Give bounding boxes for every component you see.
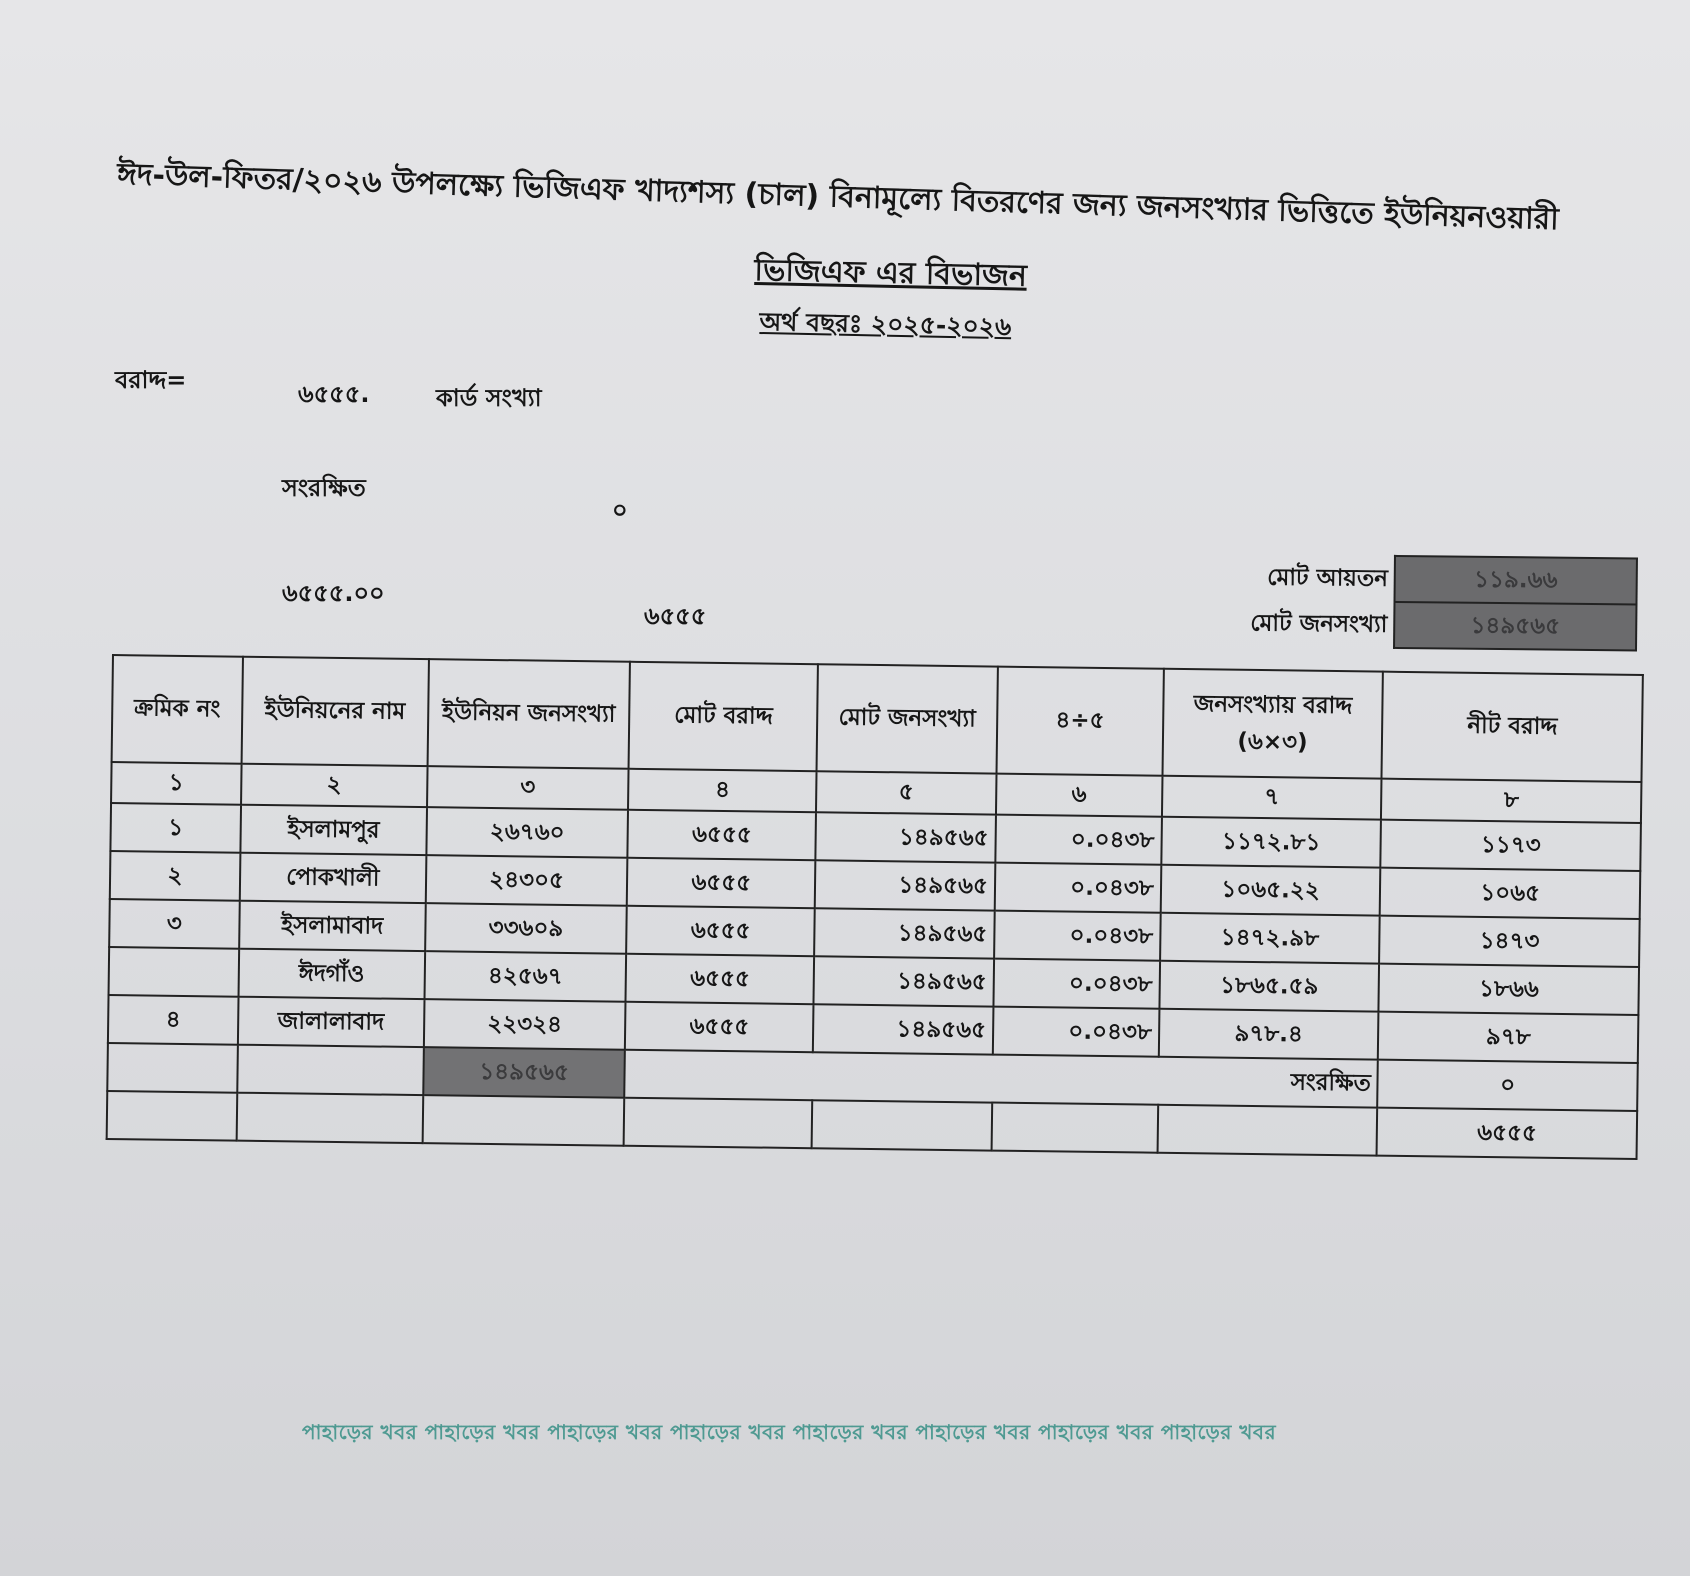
union-population-cell: ৪২৫৬৭ (424, 951, 626, 1002)
union-name-cell: ঈদগাঁও (238, 949, 424, 999)
watermark-text: পাহাড়ের খবর পাহাড়ের খবর পাহাড়ের খবর পাহাড়ের খবর পাহাড়ের খবর পাহাড়ের খবর পাহাড়ের খবর পাহাড়ের খবর (302, 1420, 1277, 1444)
table-header-row (112, 655, 1643, 782)
reserved-label-cell: সংরক্ষিত (625, 1050, 1379, 1108)
header-union-population: ইউনিয়ন জনসংখ্যা (427, 659, 630, 769)
population-allocation-cell: ১১৭২.৮১ (1161, 817, 1381, 868)
allocation-value: ৬৫৫৫. (298, 380, 370, 408)
total-population-cell: ১৪৯৫৬৫ (814, 908, 994, 958)
total-population-label: মোট জনসংখ্যা (1250, 609, 1388, 638)
population-allocation-cell: ১৮৬৫.৫৯ (1159, 961, 1379, 1012)
fiscal-year: অর্থ বছরঃ ২০২৫-২০২৬ (759, 306, 1012, 342)
net-allocation-value: ৬৫৫৫.০০ (282, 579, 385, 607)
document-subtitle: ভিজিএফ এর বিভাজন (754, 252, 1028, 294)
empty-cell (991, 1103, 1157, 1153)
allocation-label: বরাদ্দ= (115, 366, 187, 394)
column-number: ৭ (1162, 776, 1382, 820)
reserved-value: ০ (612, 496, 628, 524)
empty-cell (624, 1098, 812, 1148)
serial-cell: ২ (110, 851, 240, 901)
union-population-cell: ৩৩৬০৯ (425, 903, 627, 954)
net-allocation-cell: ১১৭৩ (1381, 820, 1641, 871)
net-allocation-cell: ৯৭৮ (1378, 1012, 1638, 1063)
card-count-label: কার্ড সংখ্যা (436, 384, 542, 412)
population-allocation-cell: ১৪৭২.৯৮ (1160, 913, 1380, 964)
total-union-population-cell: ১৪৯৫৬৫ (423, 1047, 625, 1098)
union-population-cell: ২৪৩০৫ (425, 855, 627, 906)
header-population-allocation: জনসংখ্যায় বরাদ্দ (৬×৩) (1162, 669, 1383, 779)
ratio-cell: ০.০৪৩৮ (995, 815, 1161, 865)
total-population-value: ১৪৯৫৬৫ (1394, 602, 1636, 651)
empty-cell (1157, 1105, 1377, 1156)
reserved-value-cell: ০ (1378, 1060, 1638, 1111)
header-total-population: মোট জনসংখ্যা (817, 664, 998, 773)
summary-box (1209, 553, 1638, 651)
union-name-cell: ইসলামপুর (240, 805, 426, 855)
serial-cell: ৪ (108, 995, 238, 1045)
ratio-cell: ০.০৪৩৮ (993, 959, 1159, 1009)
total-population-cell: ১৪৯৫৬৫ (813, 1004, 993, 1054)
total-population-cell: ১৪৯৫৬৫ (815, 860, 995, 910)
net-card-count: ৬৫৫৫ (644, 602, 707, 630)
column-number: ৫ (816, 771, 996, 814)
column-number: ২ (241, 764, 427, 807)
total-allocation-cell: ৬৫৫৫ (625, 1002, 813, 1052)
column-number: ৪ (628, 769, 816, 812)
column-number: ১ (111, 762, 241, 805)
empty-cell (422, 1095, 624, 1146)
empty-cell (237, 1045, 423, 1095)
header-serial: ক্রমিক নং (112, 655, 243, 764)
population-allocation-cell: ১০৬৫.২২ (1160, 865, 1380, 916)
column-number: ৬ (996, 774, 1162, 817)
ratio-cell: ০.০৪৩৮ (994, 911, 1160, 961)
net-allocation-cell: ১৮৬৬ (1379, 964, 1639, 1015)
empty-cell (236, 1093, 422, 1143)
document-title: ঈদ-উল-ফিতর/২০২৬ উপলক্ষ্যে ভিজিএফ খাদ্যশস্য (চাল) বিনামূল্যে বিতরণের জন্য জনসংখ্যার ভিত্তিতে ইউনিয়নওয়ারী (116, 156, 1560, 238)
total-area-label: মোট আয়তন (1267, 564, 1389, 592)
header-union-name: ইউনিয়নের নাম (241, 657, 428, 766)
net-allocation-cell: ১৪৭৩ (1379, 916, 1639, 967)
grand-total-cell: ৬৫৫৫ (1377, 1108, 1637, 1159)
ratio-cell: ০.০৪৩৮ (995, 863, 1161, 913)
population-allocation-cell: ৯৭৮.৪ (1159, 1009, 1379, 1060)
total-allocation-cell: ৬৫৫৫ (627, 858, 815, 908)
column-number: ৮ (1381, 779, 1641, 823)
net-allocation-cell: ১০৬৫ (1380, 868, 1640, 919)
total-population-cell: ১৪৯৫৬৫ (814, 956, 994, 1006)
total-population-cell: ১৪৯৫৬৫ (815, 812, 995, 862)
serial-cell: ৩ (109, 899, 239, 949)
empty-cell (107, 1091, 237, 1141)
serial-cell (109, 947, 239, 997)
column-number: ৩ (427, 766, 629, 810)
header-total-allocation: মোট বরাদ্দ (629, 662, 818, 771)
header-ratio: ৪÷৫ (996, 667, 1163, 776)
union-population-cell: ২৬৭৬০ (426, 807, 628, 858)
serial-cell: ১ (110, 803, 240, 853)
union-name-cell: ইসলামাবাদ (239, 901, 425, 951)
reserved-label: সংরক্ষিত (282, 474, 366, 502)
union-name-cell: জালালাবাদ (238, 997, 424, 1047)
empty-cell (812, 1100, 992, 1150)
header-net-allocation: নীট বরাদ্দ (1382, 672, 1643, 782)
union-name-cell: পোকখালী (240, 853, 426, 903)
union-population-cell: ২২৩২৪ (424, 999, 626, 1050)
total-allocation-cell: ৬৫৫৫ (627, 906, 815, 956)
total-allocation-cell: ৬৫৫৫ (626, 954, 814, 1004)
ratio-cell: ০.০৪৩৮ (993, 1007, 1159, 1057)
total-allocation-cell: ৬৫৫৫ (628, 810, 816, 860)
allocation-table (106, 654, 1644, 1160)
total-area-value: ১১৯.৬৬ (1395, 556, 1637, 605)
empty-cell (107, 1043, 237, 1093)
